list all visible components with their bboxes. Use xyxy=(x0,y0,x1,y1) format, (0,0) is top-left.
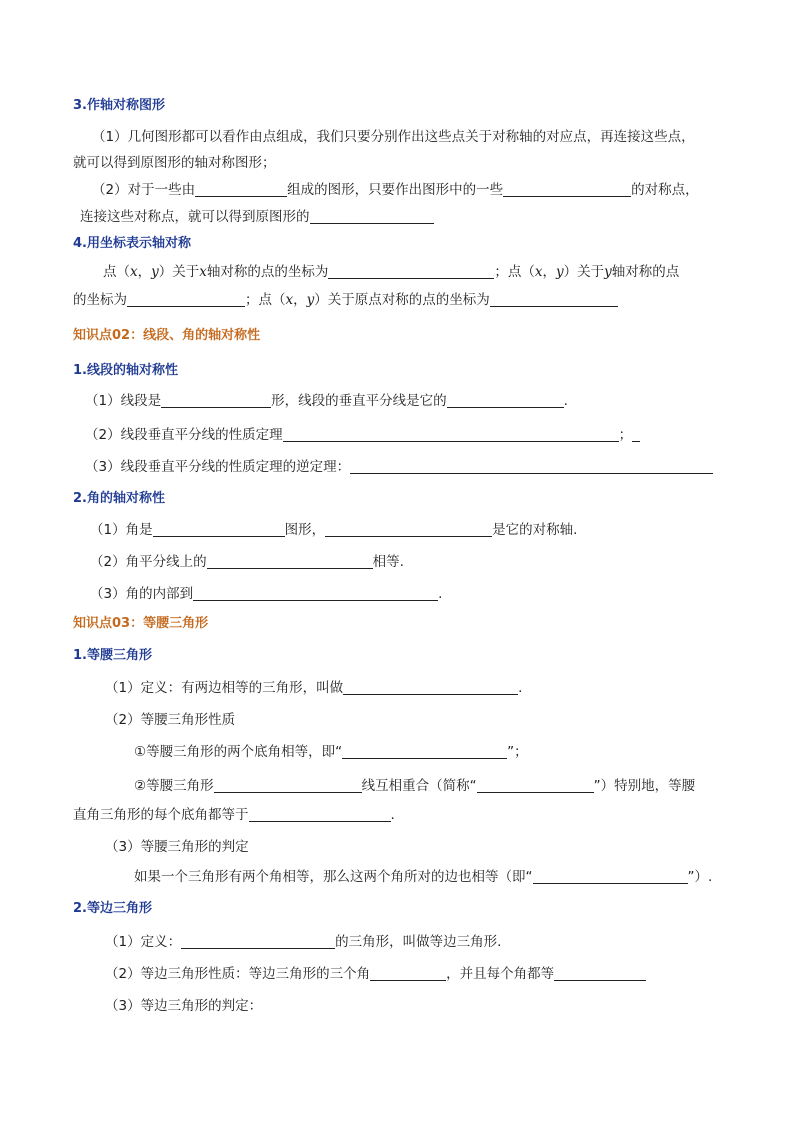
paragraph: 连接这些对称点，就可以得到原图形的 xyxy=(80,205,434,225)
answer-blank[interactable] xyxy=(370,965,446,981)
answer-blank[interactable] xyxy=(447,392,564,408)
answer-blank[interactable] xyxy=(533,868,688,884)
paragraph: （3）线段垂直平分线的性质定理的逆定理： xyxy=(85,455,713,475)
answer-blank[interactable] xyxy=(181,933,335,949)
paragraph: 的坐标为 ；点（x，y）关于原点对称的点的坐标为 xyxy=(73,288,618,308)
answer-blank[interactable] xyxy=(343,679,518,695)
answer-blank[interactable] xyxy=(127,291,245,307)
paragraph: （1）角是 图形， 是它的对称轴. xyxy=(90,522,578,538)
answer-blank[interactable] xyxy=(153,521,285,537)
paragraph: （2）等边三角形性质：等边三角形的三个角 ，并且每个角都等 xyxy=(105,962,646,982)
answer-blank[interactable] xyxy=(490,291,618,307)
answer-blank[interactable] xyxy=(283,426,619,442)
paragraph: 点（x，y）关于x轴对称的点的坐标为 ；点（x，y）关于y轴对称的点 xyxy=(103,264,680,280)
answer-blank[interactable] xyxy=(632,426,640,442)
section-heading: 2.等边三角形 xyxy=(73,901,152,916)
paragraph: ①等腰三角形的两个底角相等，即“ ”； xyxy=(134,744,528,760)
paragraph: ②等腰三角形 线互相重合（简称“ ”）特别地，等腰 xyxy=(134,778,696,794)
answer-blank[interactable] xyxy=(161,392,271,408)
paragraph: （1）几何图形都可以看作由点组成，我们只要分别作出这些点关于对称轴的对应点，再连接这些点， xyxy=(92,129,695,145)
paragraph: （2）线段垂直平分线的性质定理 ； xyxy=(85,423,640,443)
answer-blank[interactable] xyxy=(193,585,438,601)
section-heading: 4.用坐标表示轴对称 xyxy=(73,236,191,251)
answer-blank[interactable] xyxy=(350,458,713,474)
paragraph: 就可以得到原图形的轴对称图形； xyxy=(73,155,276,171)
answer-blank[interactable] xyxy=(325,521,492,537)
paragraph: （1）线段是 形，线段的垂直平分线是它的 . xyxy=(85,393,568,409)
answer-blank[interactable] xyxy=(342,743,507,759)
answer-blank[interactable] xyxy=(214,777,362,793)
section-heading: 1.等腰三角形 xyxy=(73,648,152,663)
answer-blank[interactable] xyxy=(195,181,287,197)
paragraph: （1）定义： 的三角形，叫做等边三角形. xyxy=(105,934,502,950)
paragraph: （3）等边三角形的判定： xyxy=(105,998,263,1014)
answer-blank[interactable] xyxy=(503,181,631,197)
paragraph: （1）定义：有两边相等的三角形，叫做 . xyxy=(105,680,523,696)
answer-blank[interactable] xyxy=(310,208,434,224)
answer-blank[interactable] xyxy=(554,965,646,981)
paragraph: （2）等腰三角形性质 xyxy=(105,712,236,728)
paragraph: （3）等腰三角形的判定 xyxy=(105,839,249,855)
answer-blank[interactable] xyxy=(477,777,594,793)
paragraph: 如果一个三角形有两个角相等，那么这两个角所对的边也相等（即“ ”）. xyxy=(134,869,713,885)
answer-blank[interactable] xyxy=(207,553,373,569)
knowledge-point-heading: 知识点02：线段、角的轴对称性 xyxy=(73,328,261,343)
paragraph: （3）角的内部到 . xyxy=(90,586,443,602)
paragraph: （2）对于一些由 组成的图形，只要作出图形中的一些 的对称点， xyxy=(92,182,699,198)
section-heading: 1.线段的轴对称性 xyxy=(73,363,178,378)
section-heading: 3.作轴对称图形 xyxy=(73,98,165,113)
section-heading: 2.角的轴对称性 xyxy=(73,491,165,506)
paragraph: （2）角平分线上的 相等. xyxy=(90,554,404,570)
paragraph: 直角三角形的每个底角都等于 . xyxy=(73,807,395,823)
answer-blank[interactable] xyxy=(249,806,391,822)
knowledge-point-heading: 知识点03：等腰三角形 xyxy=(73,616,209,631)
answer-blank[interactable] xyxy=(328,263,494,279)
